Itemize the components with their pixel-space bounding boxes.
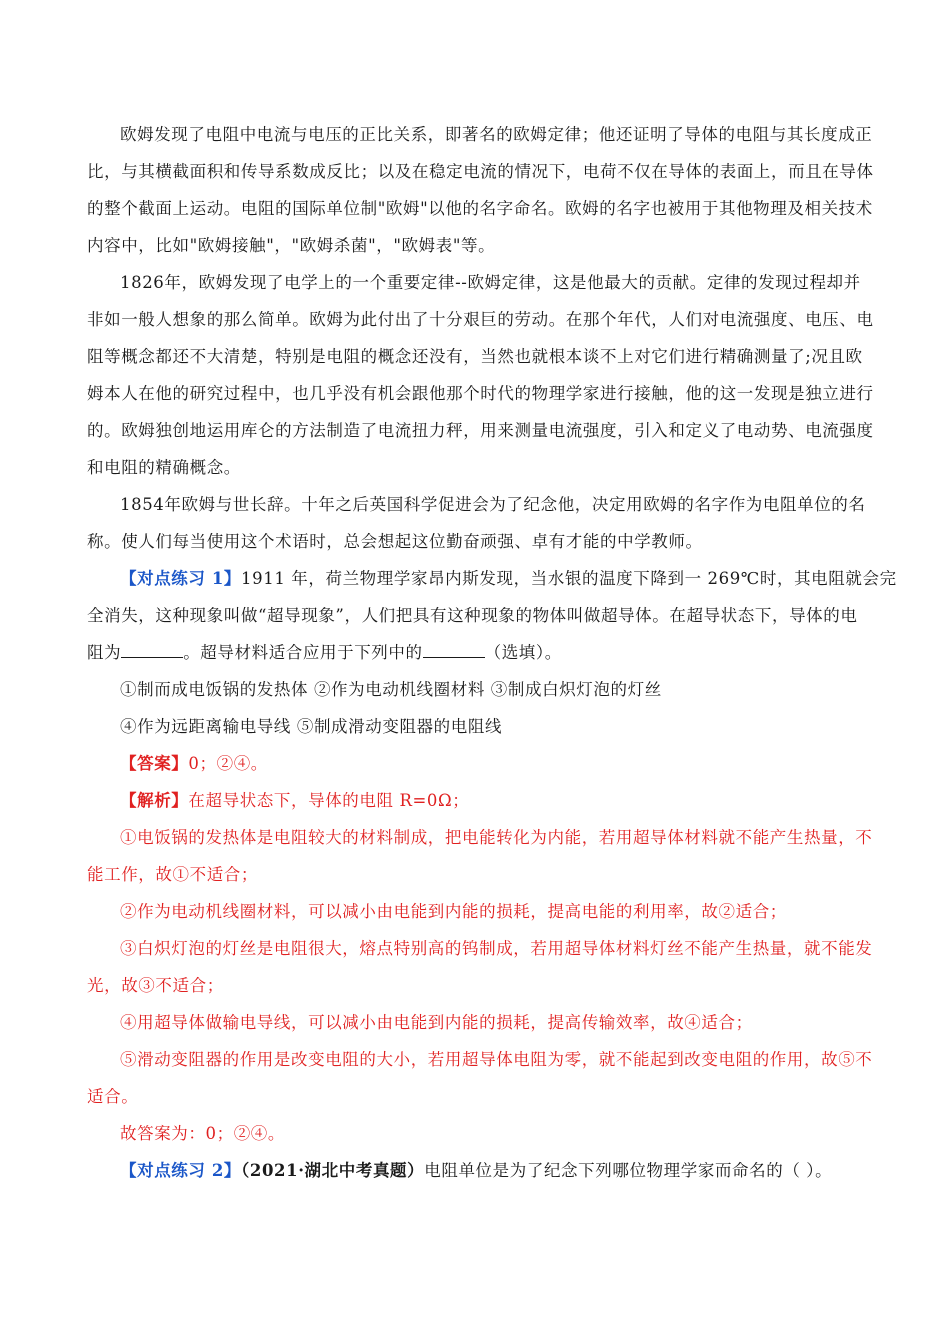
text-segment: （选填）。 (484, 643, 562, 662)
text-line: 非如一般人想象的那么简单。欧姆为此付出了十分艰巨的劳动。在那个年代，人们对电流强度、电压、电 (87, 310, 874, 329)
fill-in-blank (121, 643, 183, 658)
paragraph-ohm-law (87, 116, 874, 264)
answer-text: 0；②④。 (188, 754, 268, 773)
text-line: 姆本人在他的研究过程中，也几乎没有机会跟他那个时代的物理学家进行接触，他的这一发现是独立进行 (87, 384, 874, 403)
text-line: 欧姆发现了电阻中电流与电压的正比关系，即著名的欧姆定律；他还证明了导体的电阻与其长度成正 (120, 125, 873, 144)
text-line: 的。欧姆独创地运用库仑的方法制造了电流扭力秤，用来测量电流强度，引入和定义了电动势、电流强度 (87, 421, 874, 440)
analysis-line: ⑤滑动变阻器的作用是改变电阻的大小，若用超导体电阻为零，就不能起到改变电阻的作用，故⑤不 (120, 1050, 873, 1069)
text-line: 全消失，这种现象叫做“超导现象”，人们把具有这种现象的物体叫做超导体。在超导状态下，导体的电 (87, 606, 858, 625)
exercise-1-label: 【对点练习 1】 (120, 569, 242, 588)
text-line: 内容中，比如"欧姆接触"，"欧姆杀菌"，"欧姆表"等。 (87, 236, 496, 255)
exercise-1-options: ①制而成电饭锅的发热体 ②作为电动机线圈材料 ③制成白炽灯泡的灯丝 (120, 680, 662, 699)
analysis-text: 在超导状态下，导体的电阻 R=0Ω； (188, 791, 470, 810)
answer-line (87, 745, 863, 782)
text-segment: 。超导材料适合应用于下列中的 (183, 643, 423, 662)
text-line: 1826年，欧姆发现了电学上的一个重要定律--欧姆定律，这是他最大的贡献。定律的发现过程却并 (120, 273, 861, 292)
fill-in-blank (423, 643, 485, 658)
analysis-line: ②作为电动机线圈材料，可以减小由电能到内能的损耗，提高电能的利用率，故②适合； (120, 902, 787, 921)
exercise-1-line-3 (87, 634, 863, 671)
analysis-line: 适合。 (87, 1087, 139, 1106)
analysis-line: 能工作，故①不适合； (87, 865, 258, 884)
text-line: 的整个截面上运动。电阻的国际单位制"欧姆"以他的名字命名。欧姆的名字也被用于其他物理及相关技术 (87, 199, 873, 218)
analysis-line: ④用超导体做输电导线，可以减小由电能到内能的损耗，提高传输效率，故④适合； (120, 1013, 753, 1032)
exercise-1-text: 1911 年，荷兰物理学家昂内斯发现，当水银的温度下降到一 269℃时，其电阻就会完 (241, 569, 897, 588)
document-body (87, 116, 897, 1189)
paragraph-1854 (87, 486, 866, 560)
analysis-conclusion: 故答案为：0；②④。 (120, 1124, 285, 1143)
text-line: 称。使人们每当使用这个术语时，总会想起这位勤奋顽强、卓有才能的中学教师。 (87, 532, 703, 551)
analysis-section (87, 782, 873, 1152)
exercise-2-text: 电阻单位是为了纪念下列哪位物理学家而命名的（ ）。 (424, 1161, 833, 1180)
text-segment: 阻为 (87, 643, 122, 662)
paragraph-1826 (87, 264, 874, 486)
exercise-2-label: 【对点练习 2】 (120, 1161, 242, 1180)
exercise-1-options: ④作为远距离输电导线 ⑤制成滑动变阻器的电阻线 (120, 717, 503, 736)
analysis-line: ③白炽灯泡的灯丝是电阻很大，熔点特别高的钨制成，若用超导体材料灯丝不能产生热量，就不能发 (120, 939, 873, 958)
exercise-1 (87, 560, 897, 745)
analysis-line: ①电饭锅的发热体是电阻较大的材料制成，把电能转化为内能，若用超导体材料就不能产生热量，不 (120, 828, 873, 847)
exercise-2 (87, 1152, 863, 1189)
analysis-line: 光，故③不适合； (87, 976, 224, 995)
analysis-intro (87, 782, 863, 819)
text-line: 和电阻的精确概念。 (87, 458, 241, 477)
text-line: 比，与其横截面积和传导系数成反比；以及在稳定电流的情况下，电荷不仅在导体的表面上，而且在导体 (87, 162, 874, 181)
exercise-1-line-1 (87, 560, 897, 597)
answer-label: 【答案】 (120, 754, 189, 773)
text-line: 阻等概念都还不大清楚，特别是电阻的概念还没有，当然也就根本谈不上对它们进行精确测量了;况且欧 (87, 347, 863, 366)
exercise-2-source: （2021·湖北中考真题） (241, 1161, 425, 1180)
text-line: 1854年欧姆与世长辞。十年之后英国科学促进会为了纪念他，决定用欧姆的名字作为电阻单位的名 (120, 495, 866, 514)
analysis-label: 【解析】 (120, 791, 189, 810)
